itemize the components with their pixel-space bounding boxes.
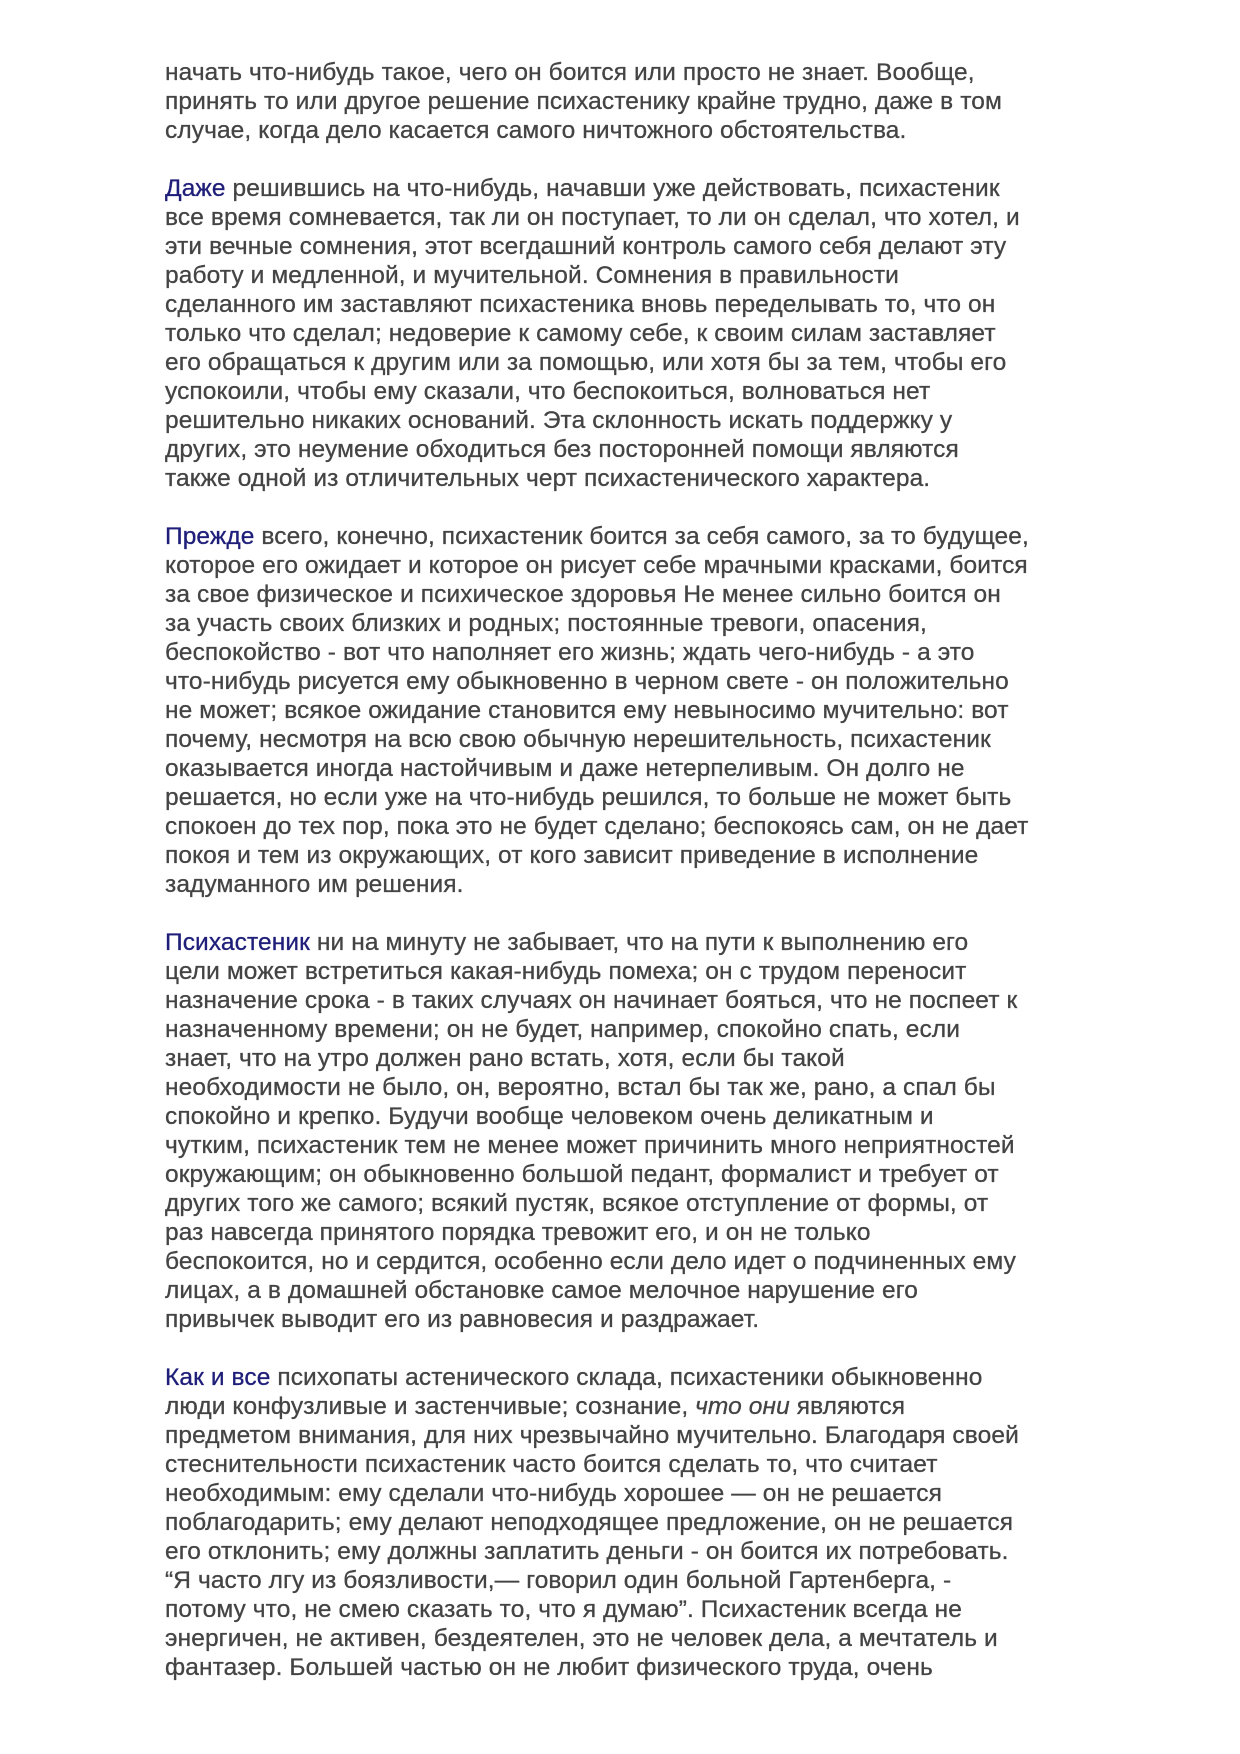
text-line (165, 609, 1125, 638)
line-text: принять то или другое решение психастенику крайне трудно, даже в том (165, 88, 1002, 115)
text-line (165, 203, 1125, 232)
paragraph (165, 522, 1125, 899)
line-text: стеснительности психастеник часто боится сделать то, что считает (165, 1451, 938, 1478)
text-line (165, 580, 1125, 609)
line-text: предметом внимания, для них чрезвычайно мучительно. Благодаря своей (165, 1422, 1019, 1449)
line-text: беспокоится, но и сердится, особенно если дело идет о подчиненных ему (165, 1248, 1016, 1275)
paragraph (165, 1363, 1125, 1682)
line-text: успокоили, чтобы ему сказали, что беспокоиться, волноваться нет (165, 378, 931, 405)
line-text: решительно никаких оснований. Эта склонность искать поддержку у (165, 407, 953, 434)
line-text: цели может встретиться какая-нибудь помеха; он с трудом переносит (165, 958, 967, 985)
line-text: решившись на что-нибудь, начавши уже действовать, психастеник (225, 175, 1000, 202)
line-text: его обращаться к другим или за помощью, или хотя бы за тем, чтобы его (165, 349, 1007, 376)
line-text: назначенному времени; он не будет, например, спокойно спать, если (165, 1016, 961, 1043)
text-line (165, 87, 1125, 116)
text-line (165, 464, 1125, 493)
text-line (165, 58, 1125, 87)
text-line (165, 174, 1125, 203)
line-text: его отклонить; ему должны заплатить деньги - он боится их потребовать. (165, 1538, 1009, 1565)
text-line (165, 1305, 1125, 1334)
text-line (165, 1450, 1125, 1479)
text-line (165, 1595, 1125, 1624)
text-line (165, 783, 1125, 812)
text-line (165, 232, 1125, 261)
paragraph (165, 58, 1125, 145)
text-line (165, 696, 1125, 725)
text-line (165, 1392, 1125, 1421)
line-text: других того же самого; всякий пустяк, всякое отступление от формы, от (165, 1190, 989, 1217)
line-text: ни на минуту не забывает, что на пути к выполнению его (310, 929, 969, 956)
line-text: энергичен, не активен, бездеятелен, это не человек дела, а мечтатель и (165, 1625, 998, 1652)
line-text-after: являются (789, 1393, 906, 1420)
line-text: случае, когда дело касается самого ничтожного обстоятельства. (165, 117, 907, 144)
line-text: задуманного им решения. (165, 871, 464, 898)
text-line (165, 435, 1125, 464)
text-line (165, 1044, 1125, 1073)
line-text: все время сомневается, так ли он поступает, то ли он сделал, что хотел, и (165, 204, 1020, 231)
paragraph (165, 174, 1125, 493)
paragraph-lead-word: Как и все (165, 1364, 271, 1391)
text-line (165, 290, 1125, 319)
line-text: оказывается иногда настойчивым и даже нетерпеливым. Он долго не (165, 755, 965, 782)
paragraph (165, 928, 1125, 1334)
text-line (165, 841, 1125, 870)
line-text: знает, что на утро должен рано встать, хотя, если бы такой (165, 1045, 845, 1072)
text-line (165, 1276, 1125, 1305)
line-text: чутким, психастеник тем не менее может причинить много неприятностей (165, 1132, 1015, 1159)
text-line (165, 1131, 1125, 1160)
line-text: почему, несмотря на всю свою обычную нерешительность, психастеник (165, 726, 991, 753)
line-text: спокойно и крепко. Будучи вообще человеком очень деликатным и (165, 1103, 934, 1130)
document-page (165, 58, 1125, 1682)
text-line (165, 377, 1125, 406)
text-line (165, 1537, 1125, 1566)
text-line (165, 1073, 1125, 1102)
paragraph-lead-word: Прежде (165, 523, 255, 550)
text-line (165, 667, 1125, 696)
text-line (165, 1624, 1125, 1653)
line-text: всего, конечно, психастеник боится за себя самого, за то будущее, (254, 523, 1029, 550)
line-text: окружающим; он обыкновенно большой педант, формалист и требует от (165, 1161, 999, 1188)
text-line (165, 1189, 1125, 1218)
line-text: фантазер. Большей частью он не любит физического труда, очень (165, 1654, 933, 1681)
line-text: эти вечные сомнения, этот всегдашний контроль самого себя делают эту (165, 233, 1007, 260)
line-text: “Я часто лгу из боязливости,— говорил один больной Гартенберга, - (165, 1567, 952, 1594)
text-line (165, 116, 1125, 145)
line-text: за свое физическое и психическое здоровья Не менее сильно боится он (165, 581, 1001, 608)
text-line (165, 1479, 1125, 1508)
line-text: привычек выводит его из равновесия и раздражает. (165, 1306, 760, 1333)
text-line (165, 348, 1125, 377)
line-text: раз навсегда принятого порядка тревожит его, и он не только (165, 1219, 871, 1246)
text-line (165, 1160, 1125, 1189)
line-text: решается, но если уже на что-нибудь решился, то больше не может быть (165, 784, 1012, 811)
text-line (165, 986, 1125, 1015)
italic-text: что они (695, 1393, 790, 1420)
text-line (165, 319, 1125, 348)
line-text: лицах, а в домашней обстановке самое мелочное нарушение его (165, 1277, 918, 1304)
line-text: потому что, не смею сказать то, что я думаю”. Психастеник всегда не (165, 1596, 962, 1623)
text-line (165, 957, 1125, 986)
line-text: за участь своих близких и родных; постоянные тревоги, опасения, (165, 610, 927, 637)
text-line (165, 1508, 1125, 1537)
paragraph-lead-word: Психастеник (165, 929, 311, 956)
text-line (165, 1218, 1125, 1247)
text-line (165, 638, 1125, 667)
text-line (165, 1653, 1125, 1682)
text-line (165, 725, 1125, 754)
text-line (165, 522, 1125, 551)
text-line (165, 551, 1125, 580)
text-line (165, 812, 1125, 841)
paragraph-lead-word: Даже (165, 175, 226, 202)
text-line (165, 870, 1125, 899)
line-text: сделанного им заставляют психастеника вновь переделывать то, что он (165, 291, 996, 318)
line-text: также одной из отличительных черт психастенического характера. (165, 465, 931, 492)
line-text: других, это неумение обходиться без посторонней помощи являются (165, 436, 959, 463)
line-text: психопаты астенического склада, психастеники обыкновенно (270, 1364, 983, 1391)
line-text: назначение срока - в таких случаях он начинает бояться, что не поспеет к (165, 987, 1018, 1014)
text-line (165, 928, 1125, 957)
text-line (165, 406, 1125, 435)
text-line (165, 1102, 1125, 1131)
text-line (165, 1421, 1125, 1450)
line-text: только что сделал; недоверие к самому себе, к своим силам заставляет (165, 320, 996, 347)
text-line (165, 261, 1125, 290)
line-text: спокоен до тех пор, пока это не будет сделано; беспокоясь сам, он не дает (165, 813, 1029, 840)
text-line (165, 1363, 1125, 1392)
line-text: что-нибудь рисуется ему обыкновенно в черном свете - он положительно (165, 668, 1009, 695)
text-line (165, 754, 1125, 783)
line-text: беспокойство - вот что наполняет его жизнь; ждать чего-нибудь - а это (165, 639, 975, 666)
line-text: покоя и тем из окружающих, от кого зависит приведение в исполнение (165, 842, 979, 869)
text-line (165, 1566, 1125, 1595)
line-text: необходимым: ему сделали что-нибудь хорошее — он не решается (165, 1480, 942, 1507)
line-text: которое его ожидает и которое он рисует себе мрачными красками, боится (165, 552, 1028, 579)
text-line (165, 1247, 1125, 1276)
line-text: поблагодарить; ему делают неподходящее предложение, он не решается (165, 1509, 1014, 1536)
text-line (165, 1015, 1125, 1044)
line-text: люди конфузливые и застенчивые; сознание, (165, 1393, 696, 1420)
line-text: начать что-нибудь такое, чего он боится или просто не знает. Вообще, (165, 59, 975, 86)
line-text: не может; всякое ожидание становится ему невыносимо мучительно: вот (165, 697, 1009, 724)
line-text: необходимости не было, он, вероятно, встал бы так же, рано, а спал бы (165, 1074, 996, 1101)
line-text: работу и медленной, и мучительной. Сомнения в правильности (165, 262, 899, 289)
